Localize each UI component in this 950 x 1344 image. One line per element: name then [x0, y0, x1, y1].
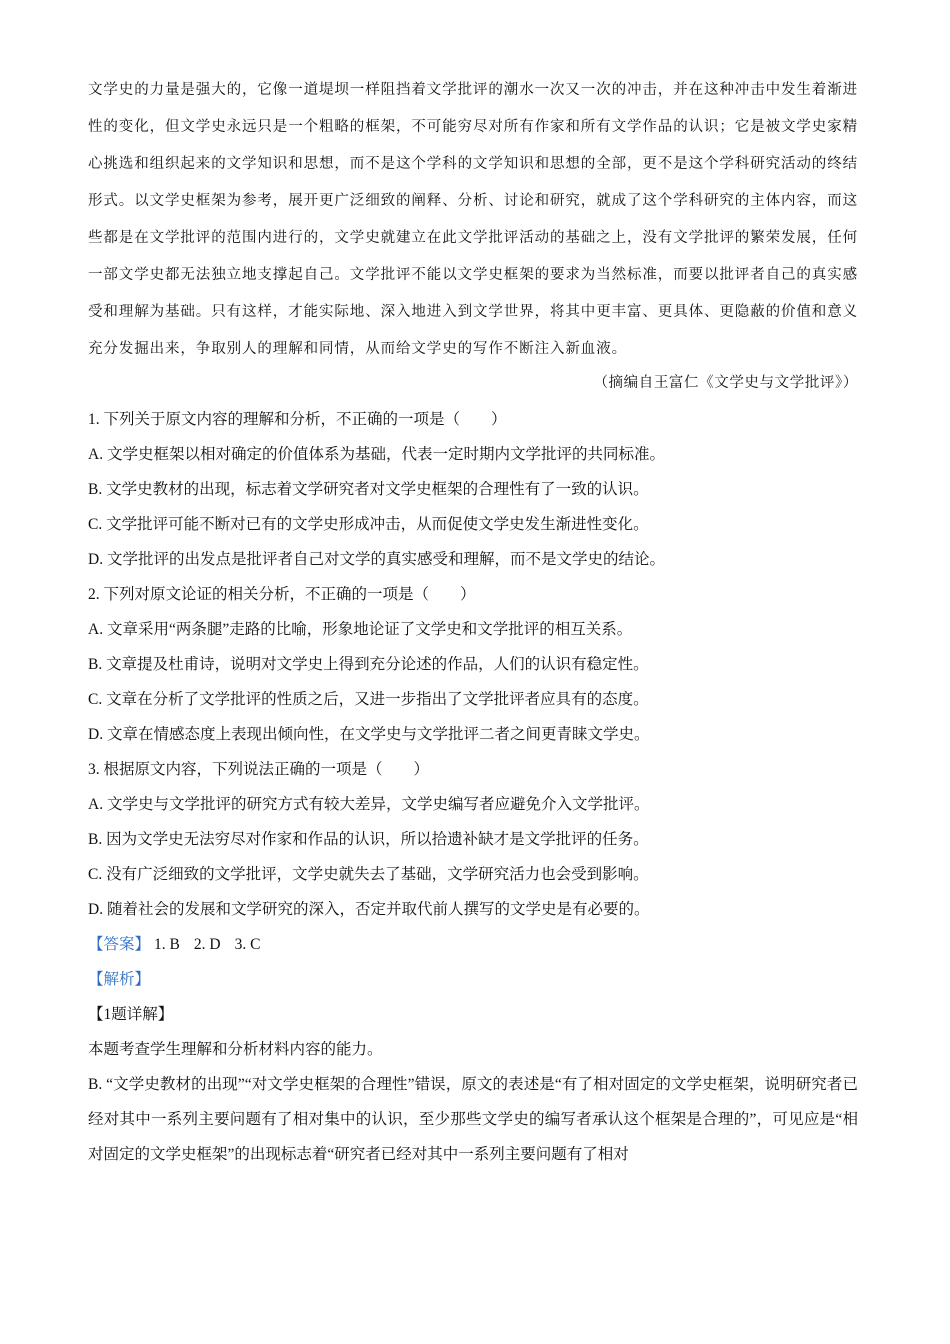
document-page	[88, 72, 858, 1172]
option-d: D. 随着社会的发展和文学研究的深入，否定并取代前人撰写的文学史是有必要的。	[88, 901, 650, 918]
detail-intro: 本题考查学生理解和分析材料内容的能力。	[88, 1041, 383, 1058]
question-stem: 2. 下列对原文论证的相关分析，不正确的一项是（ ）	[88, 586, 476, 603]
option-c: C. 没有广泛细致的文学批评，文学史就失去了基础，文学研究活力也会受到影响。	[88, 866, 649, 883]
question-stem: 3. 根据原文内容，下列说法正确的一项是（ ）	[88, 761, 430, 778]
passage-text: 文学史的力量是强大的，它像一道堤坝一样阻挡着文学批评的潮水一次又一次的冲击，并在这种冲击中发生着渐进性的变化，但文学史永远只是一个粗略的框架，不可能穷尽对所有作家和所有文学作品的认识；它是被文学史家精心挑选和组织起来的文学知识和思想，而不是这个学科的文学知识和思想的全部，更不是这个学科研究活动的终结形式。以文学史框架为参考，展开更广泛细致的阐释、分析、讨论和研究，就成了这个学科研究的主体内容，而这些都是在文学批评的范围内进行的，文学史就建立在此文学批评活动的基础之上，没有文学批评的繁荣发展，任何一部文学史都无法独立地支撑起自己。文学批评不能以文学史框架的要求为当然标准，而要以批评者自己的真实感受和理解为基础。只有这样，才能实际地、深入地进入到文学世界，将其中更丰富、更具体、更隐蔽的价值和意义充分发掘出来，争取别人的理解和同情，从而给文学史的写作不断注入新血液。	[88, 82, 858, 357]
option-d: D. 文章在情感态度上表现出倾向性，在文学史与文学批评二者之间更青睐文学史。	[88, 726, 650, 743]
option-a: A. 文章采用“两条腿”走路的比喻，形象地论证了文学史和文学批评的相互关系。	[88, 621, 633, 638]
answer-values	[154, 936, 274, 953]
question-1	[88, 402, 858, 577]
detail-text: B. “文学史教材的出现”“对文学史框架的合理性”错误，原文的表述是“有了相对固定的文学史框架，说明研究者已经对其中一系列主要问题有了相对集中的认识，至少那些文学史的编写者承认这个框架是合理的”，可见应是“相对固定的文学史框架”的出现标志着“研究者已经对其中一系列主要问题有了相对	[88, 1076, 858, 1163]
option-b: B. 因为文学史无法穷尽对作家和作品的认识，所以拾遗补缺才是文学批评的任务。	[88, 831, 649, 848]
passage-source: （摘编自王富仁《文学史与文学批评》）	[593, 375, 858, 391]
answer-1: 1. B	[154, 936, 180, 953]
option-b: B. 文学史教材的出现，标志着文学研究者对文学史框架的合理性有了一致的认识。	[88, 481, 649, 498]
question-3	[88, 752, 858, 927]
question-2	[88, 577, 858, 752]
option-a: A. 文学史框架以相对确定的价值体系为基础，代表一定时期内文学批评的共同标准。	[88, 446, 665, 463]
option-c: C. 文章在分析了文学批评的性质之后，又进一步指出了文学批评者应具有的态度。	[88, 691, 649, 708]
analysis-label: 【解析】	[88, 971, 151, 988]
answer-3: 3. C	[234, 936, 261, 953]
answer-2: 2. D	[193, 936, 221, 953]
option-d: D. 文学批评的出发点是批评者自己对文学的真实感受和理解，而不是文学史的结论。	[88, 551, 665, 568]
option-a: A. 文学史与文学批评的研究方式有较大差异，文学史编写者应避免介入文学批评。	[88, 796, 650, 813]
detail-label: 【1题详解】	[88, 1006, 174, 1023]
option-b: B. 文章提及杜甫诗，说明对文学史上得到充分论述的作品，人们的认识有稳定性。	[88, 656, 649, 673]
option-c: C. 文学批评可能不断对已有的文学史形成冲击，从而促使文学史发生渐进性变化。	[88, 516, 649, 533]
answer-label: 【答案】	[88, 936, 151, 953]
question-stem: 1. 下列关于原文内容的理解和分析，不正确的一项是（ ）	[88, 411, 507, 428]
answer-line	[88, 927, 858, 962]
